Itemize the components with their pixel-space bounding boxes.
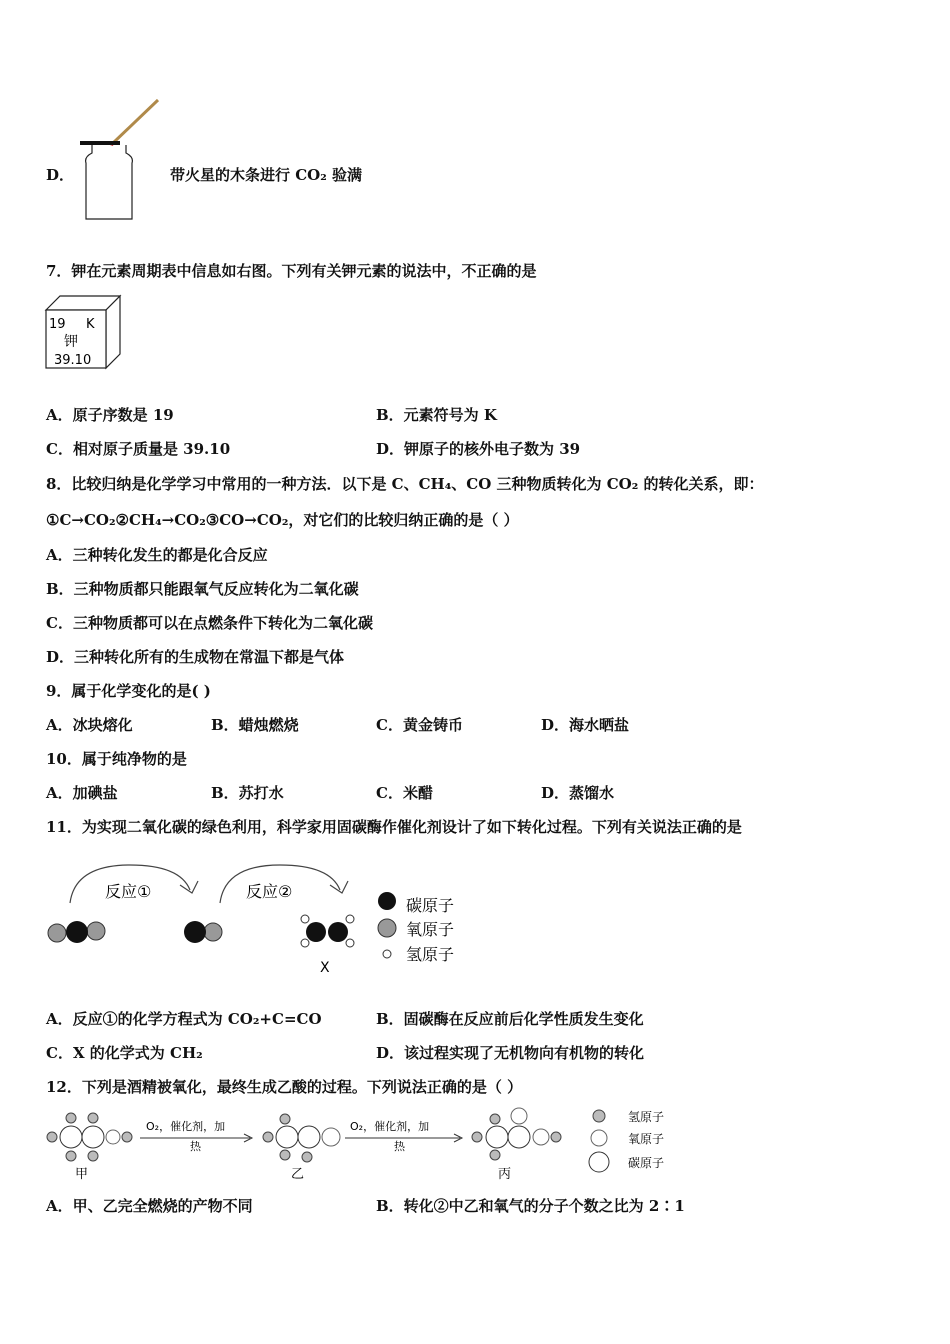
- element-name: 钾: [64, 334, 78, 350]
- q7-options-row2: [46, 439, 906, 459]
- q7-option-b: B．元素符号为 K: [376, 406, 497, 424]
- reaction2-label: 反应②: [246, 882, 293, 901]
- element-number: 19: [49, 317, 66, 332]
- q11-reaction-diagram: [40, 855, 480, 985]
- legend-hydrogen: 氢原子: [406, 945, 455, 964]
- product-x-label: X: [320, 960, 330, 976]
- burning-splint: [112, 100, 158, 144]
- q8-option-c: C．三种物质都可以在点燃条件下转化为二氧化碳: [46, 614, 373, 632]
- q9-stem: 9．属于化学变化的是( ): [46, 682, 211, 700]
- q11-options-row1: [46, 1009, 906, 1029]
- element-symbol: K: [86, 317, 95, 332]
- periodic-table-cell: [44, 294, 124, 372]
- arrow1-condition: O₂，催化剂，加: [146, 1120, 226, 1133]
- q8-option-b: B．三种物质都只能跟氧气反应转化为二氧化碳: [46, 580, 359, 598]
- q8-option-d: D．三种转化所有的生成物在常温下都是气体: [46, 648, 345, 666]
- q12-stem: 12．下列是酒精被氧化，最终生成乙酸的过程。下列说法正确的是（ ）: [46, 1078, 523, 1096]
- q7-options-row1: [46, 405, 906, 425]
- molecule-yi-label: 乙: [291, 1167, 305, 1182]
- arrow2-condition: O₂，催化剂，加: [350, 1120, 430, 1133]
- q12-option-a: A．甲、乙完全燃烧的产物不同: [46, 1197, 253, 1215]
- q12-options-row1: [46, 1196, 906, 1216]
- q11-options-row2: [46, 1043, 906, 1063]
- q9-option-d: D．海水晒盐: [541, 716, 630, 734]
- q11-option-b: B．固碳酶在反应前后化学性质发生变化: [376, 1010, 644, 1028]
- legend-oxygen: 氧原子: [628, 1132, 665, 1146]
- legend-carbon: 碳原子: [406, 896, 455, 915]
- q11-option-a: A．反应①的化学方程式为 CO₂+C=CO: [46, 1010, 322, 1028]
- arrow1-condition-2: 热: [190, 1140, 201, 1153]
- q12-option-b: B．转化②中乙和氧气的分子个数之比为 2∶1: [376, 1197, 685, 1215]
- molecule-jia-label: 甲: [75, 1167, 89, 1182]
- q8-stem-line2: ①C→CO₂②CH₄→CO₂③CO→CO₂，对它们的比较归纳正确的是（ ）: [46, 511, 519, 529]
- q9-option-b: B．蜡烛燃烧: [211, 716, 299, 734]
- gas-bottle: [86, 145, 133, 219]
- q10-stem: 10．属于纯净物的是: [46, 750, 187, 768]
- q7-option-c: C．相对原子质量是 39.10: [46, 440, 231, 458]
- q10-option-d: D．蒸馏水: [541, 784, 615, 802]
- bottle-cap-bar: [80, 141, 120, 145]
- bottle-splint-figure: [70, 95, 170, 225]
- legend-carbon: 碳原子: [628, 1156, 665, 1170]
- arrow2-condition-2: 热: [394, 1140, 405, 1153]
- molecule-bing-label: 丙: [498, 1167, 512, 1182]
- q10-option-a: A．加碘盐: [46, 784, 118, 802]
- q9-options: [46, 715, 906, 735]
- reaction1-label: 反应①: [105, 882, 152, 901]
- q9-option-c: C．黄金铸币: [376, 716, 463, 734]
- q12-oxidation-diagram: [40, 1102, 680, 1190]
- q7-option-a: A．原子序数是 19: [46, 406, 174, 424]
- q11-option-c: C．X 的化学式为 CH₂: [46, 1044, 203, 1062]
- q6-option-d-text: 带火星的木条进行 CO₂ 验满: [170, 166, 363, 184]
- q7-option-d: D．钾原子的核外电子数为 39: [376, 440, 581, 458]
- element-mass: 39.10: [54, 353, 92, 368]
- q8-stem-line1: 8．比较归纳是化学学习中常用的一种方法．以下是 C、CH₄、CO 三种物质转化为 CO₂ 的转化关系，即：: [46, 475, 764, 493]
- q10-option-c: C．米醋: [376, 784, 433, 802]
- q8-option-a: A．三种转化发生的都是化合反应: [46, 546, 268, 564]
- legend-hydrogen: 氢原子: [628, 1110, 665, 1124]
- q11-option-d: D．该过程实现了无机物向有机物的转化: [376, 1044, 645, 1062]
- q11-stem: 11．为实现二氧化碳的绿色利用，科学家用固碳酶作催化剂设计了如下转化过程。下列有关说法正确的是: [46, 818, 742, 836]
- q6-option-d-label: D．: [46, 166, 75, 184]
- q9-option-a: A．冰块熔化: [46, 716, 133, 734]
- q10-option-b: B．苏打水: [211, 784, 284, 802]
- q10-options: [46, 783, 906, 803]
- q7-stem: 7．钾在元素周期表中信息如右图。下列有关钾元素的说法中，不正确的是: [46, 262, 537, 280]
- legend-oxygen: 氧原子: [406, 920, 455, 939]
